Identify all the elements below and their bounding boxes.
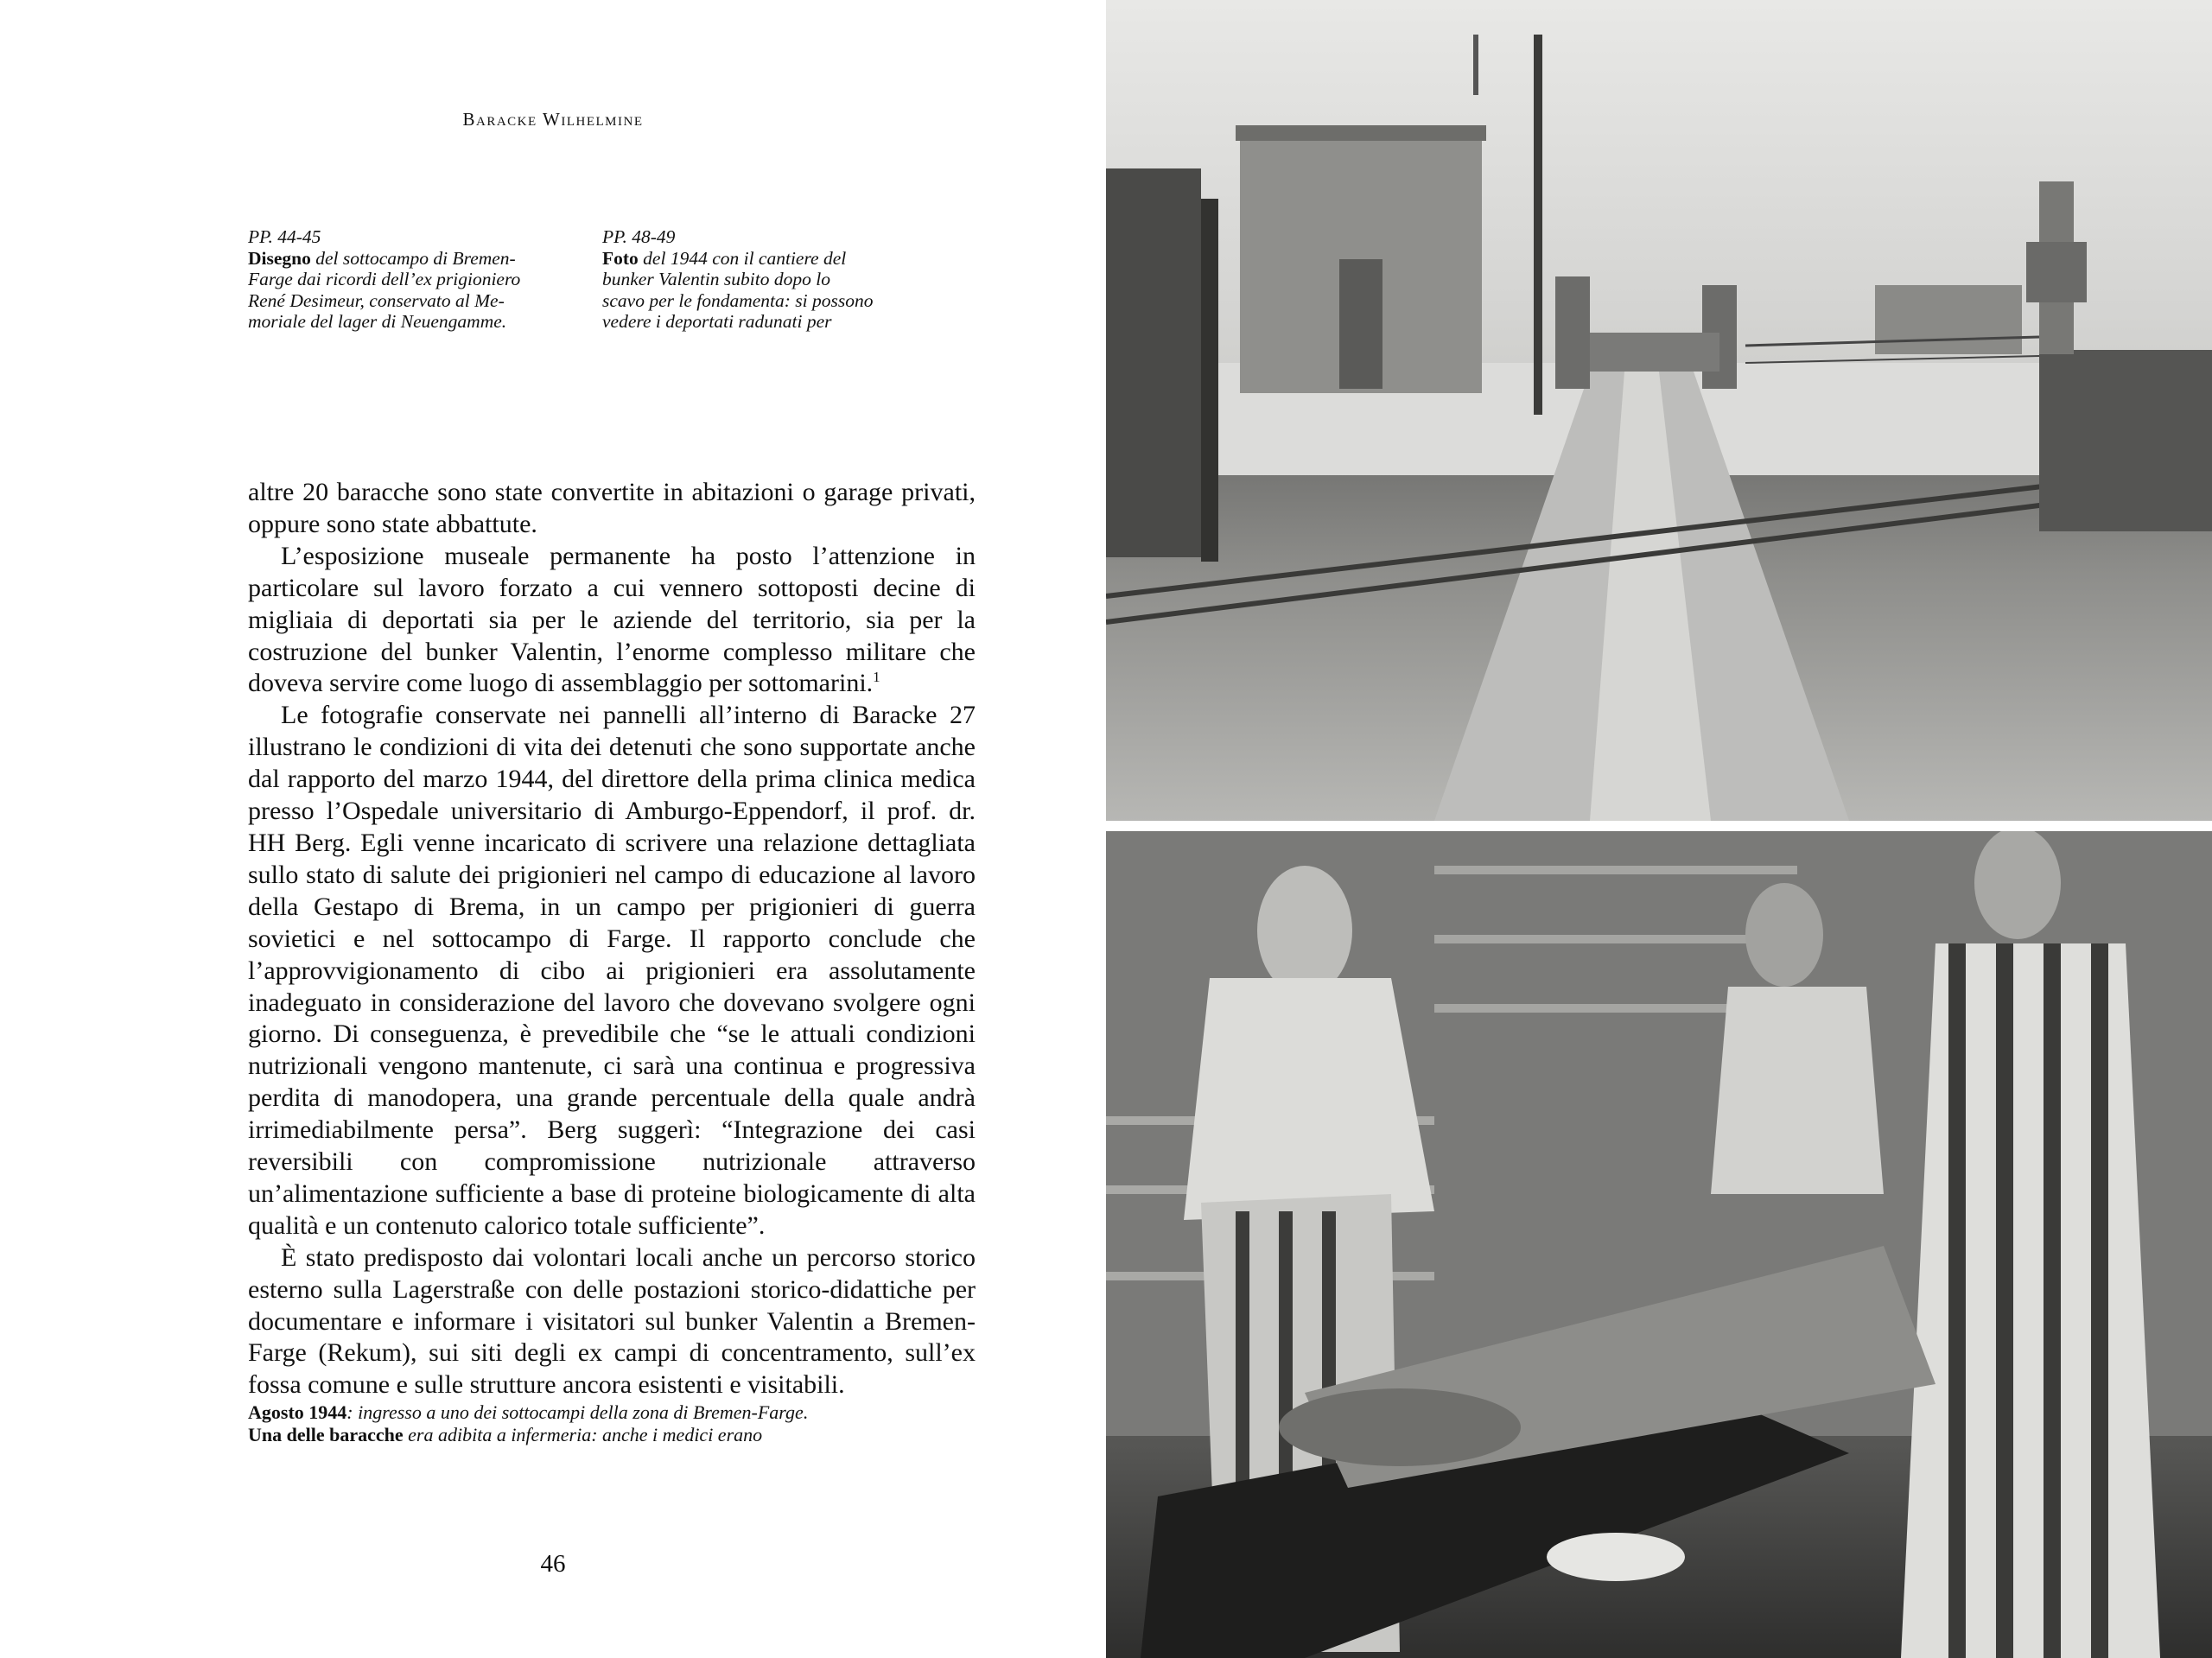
photo-caption [248, 1401, 808, 1445]
caption-line: René Desimeur, conservato al Me- [248, 289, 505, 311]
caption-bold: Agosto 1944 [248, 1401, 347, 1423]
caption-bold: Disegno [248, 247, 311, 269]
caption-bold: Foto [602, 247, 639, 269]
caption-line: bunker Valentin subito dopo lo [602, 269, 830, 289]
footnote-marker: 1 [873, 669, 880, 686]
caption-line: era adibita a infermeria: anche i medici erano [403, 1423, 763, 1445]
caption-pp-44-45 [248, 226, 520, 333]
caption-pp-48-49 [602, 226, 874, 333]
caption-line: moriale del lager di Neuengamme. [248, 311, 507, 332]
running-head: Baracke Wilhelmine [462, 109, 644, 130]
body-text [248, 477, 976, 1401]
caption-line: vedere i deportati radunati per [602, 311, 832, 332]
paragraph: Le fotografie conservate nei pannelli all’interno di Baracke 27 illustrano le condizioni di vita dei detenuti che sono supportate anche dal rapporto del marzo 1944, del direttore della prima clinica medica presso l’Ospedale universitario di Amburgo-Eppendorf, il prof. dr. HH Berg. Egli venne incaricato di scrivere una relazione dettagliata sullo stato di salute dei prigionieri nel campo di educazione al lavoro della Gestapo di Brema, in un campo per prigionieri di guerra sovietici e nel sottocampo di Farge. Il rapporto conclude che l’approvvigionamento di cibo ai prigionieri era assolutamente inadeguato in considerazione del lavoro che dovevano svolgere ogni giorno. Di conseguenza, è prevedibile che “se le attuali condizioni nutrizionali vengono mantenute, ci sarà una continua e progressiva perdita di manodopera, una grande percentuale della quale andrà irrimediabilmente persa”. Berg suggerì: “Integrazione dei casi reversibili con compromissione nutrizionale attraverso un’alimentazione sufficiente a base di proteine biologicamente di alta qualità e un contenuto calorico totale sufficiente”. [248, 701, 976, 1240]
photo-camp-entrance [1106, 0, 2212, 821]
paragraph: altre 20 baracche sono state convertite in abitazioni o garage privati, oppure sono state abbattute. [248, 478, 976, 538]
photo-divider [1106, 821, 2212, 831]
page-number: 46 [540, 1550, 566, 1578]
caption-line: scavo per le fondamenta: si possono [602, 289, 874, 311]
camp-entrance-illustration [1106, 0, 2212, 821]
caption-line: Farge dai ricordi dell’ex prigioniero [248, 269, 521, 289]
caption-line: del sottocampo di Bremen- [310, 247, 516, 269]
caption-ref: PP. 48-49 [602, 226, 676, 247]
paragraph [248, 541, 976, 701]
paragraph: È stato predisposto dai volontari locali anche un percorso storico esterno sulla Lagerstraße con delle postazioni storico-didattiche per documentare e informare i visitatori sul bunker Valentin a Bremen-Farge (Rekum), sui siti degli ex campi di concentramento, sull’ex fossa comune e sulle strutture ancora esistenti e visitabili. [248, 1242, 976, 1400]
caption-ref: PP. 44-45 [248, 226, 321, 247]
caption-bold: Una delle baracche [248, 1423, 404, 1445]
caption-line: del 1944 con il cantiere del [638, 247, 847, 269]
photo-infirmary [1106, 831, 2212, 1658]
infirmary-illustration [1106, 831, 2212, 1658]
caption-line: : ingresso a uno dei sottocampi della zona di Bremen-Farge. [346, 1401, 809, 1423]
paragraph-text: L’esposizione museale permanente ha posto l’attenzione in particolare sul lavoro forzato a cui vennero sottoposti decine di migliaia di deportati sia per le aziende del territorio, sia per la costruzione del bunker Valentin, l’enorme complesso militare che doveva servire come luogo di assemblaggio per sottomarini. [248, 541, 976, 698]
